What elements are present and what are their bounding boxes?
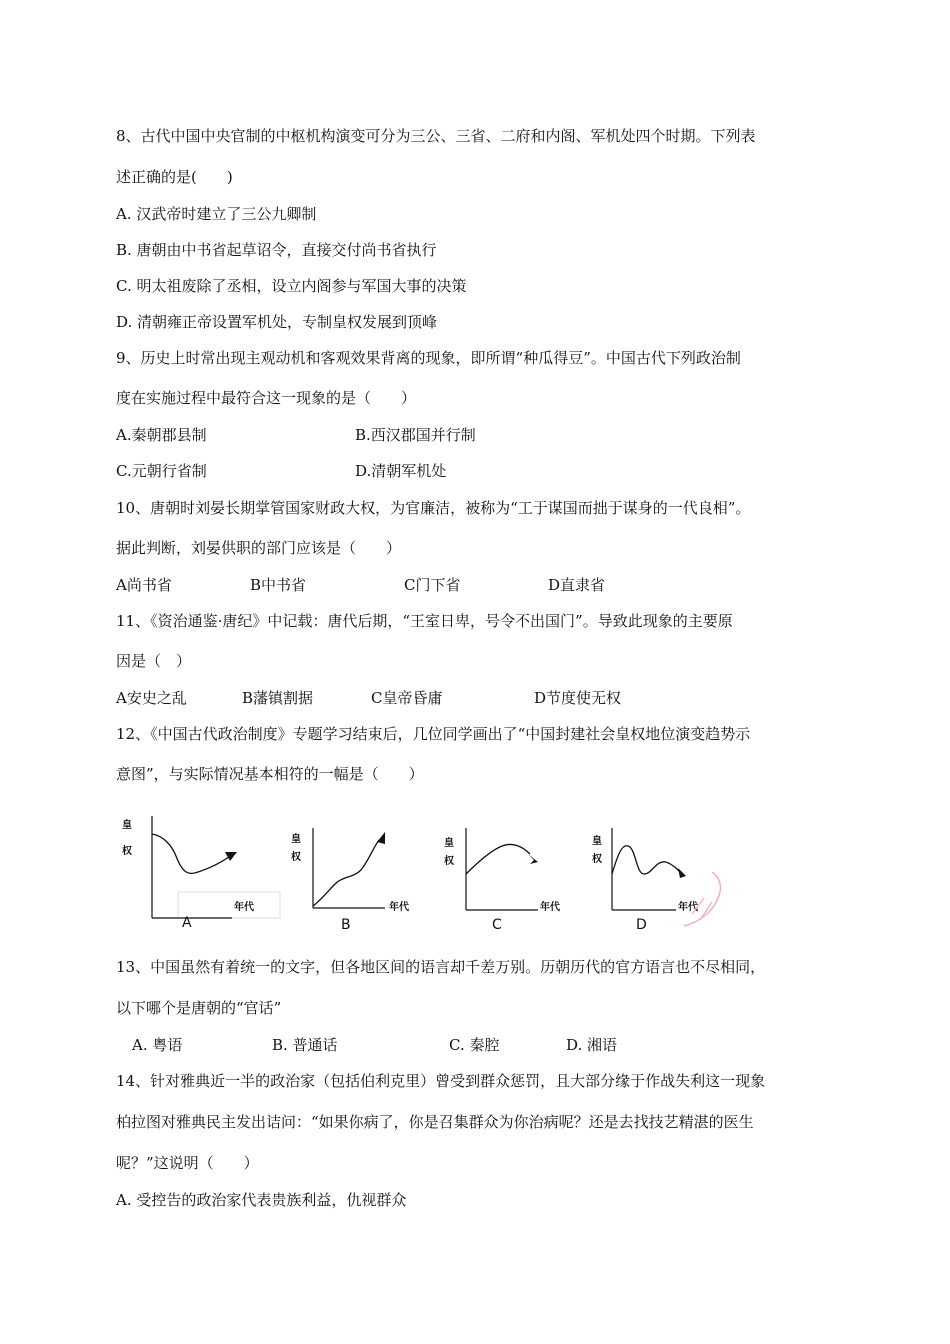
figure-c-y-label-1: 皇 [444, 838, 454, 849]
figure-b-curve [313, 840, 379, 906]
q9-option-b: B.西汉郡国并行制 [355, 426, 476, 444]
q8-stem-line1: 8、古代中国中央官制的中枢机构演变可分为三公、三省、二府和内阁、军机处四个时期。下列表 [116, 127, 756, 145]
q11-option-c: C皇帝昏庸 [371, 689, 443, 707]
trend-figure-d [588, 814, 738, 934]
q10-option-c: C门下省 [404, 576, 461, 594]
figure-a-letter: A [182, 915, 192, 931]
figure-c-letter: C [492, 917, 502, 933]
figure-a-x-label: 年代 [234, 902, 254, 913]
q14-option-a: A. 受控告的政治家代表贵族利益，仇视群众 [116, 1191, 407, 1209]
q8-option-d: D. 清朝雍正帝设置军机处，专制皇权发展到顶峰 [116, 313, 438, 331]
figure-c-arrow-head [528, 854, 538, 864]
q10-stem-line1: 10、唐朝时刘晏长期掌管国家财政大权，为官廉洁，被称为“工于谋国而拙于谋身的一代良相”。 [116, 499, 751, 517]
q9-option-a: A.秦朝郡县制 [116, 426, 207, 444]
figure-a-curve [152, 834, 230, 873]
q11-stem-line2: 因是（ ） [116, 652, 192, 670]
trend-figure-b [285, 814, 435, 934]
figure-a-y-label-1: 皇 [122, 820, 132, 831]
q13-option-b: B. 普通话 [272, 1036, 338, 1054]
q8-option-a: A. 汉武帝时建立了三公九卿制 [116, 205, 317, 223]
q11-option-d: D节度使无权 [534, 689, 622, 707]
figure-c-curve [466, 844, 530, 874]
figure-a-y-label-2: 权 [122, 846, 132, 857]
q11-option-a: A安史之乱 [116, 689, 187, 707]
q9-stem-line2: 度在实施过程中最符合这一现象的是（ ） [116, 389, 417, 407]
figure-d-letter: D [636, 917, 647, 933]
q13-stem-line2: 以下哪个是唐朝的“官话” [116, 999, 282, 1017]
q14-stem-line2: 柏拉图对雅典民主发出诘问：“如果你病了，你是召集群众为你治病呢？还是去找技艺精湛的医生 [116, 1113, 754, 1131]
figure-a-arrow-head [225, 852, 237, 861]
q8-option-c: C. 明太祖废除了丞相，设立内阁参与军国大事的决策 [116, 277, 467, 295]
q14-stem-line3: 呢？”这说明（ ） [116, 1154, 259, 1172]
q11-option-b: B藩镇割据 [242, 689, 314, 707]
figure-d-y-label-1: 皇 [592, 836, 602, 847]
figure-d-x-label: 年代 [678, 902, 698, 913]
figure-c-y-label-2: 权 [444, 856, 454, 867]
q13-stem-line1: 13、中国虽然有着统一的文字，但各地区间的语言却千差万别。历朝历代的官方语言也不尽相同， [116, 958, 766, 976]
q13-option-d: D. 湘语 [566, 1036, 618, 1054]
trend-figure-c [440, 814, 590, 934]
q12-stem-line2: 意图”，与实际情况基本相符的一幅是（ ） [116, 765, 424, 783]
figure-d-y-label-2: 权 [592, 854, 602, 865]
red-watermark-stroke [684, 872, 721, 926]
q8-option-b: B. 唐朝由中书省起草诏令，直接交付尚书省执行 [116, 241, 437, 259]
q14-stem-line1: 14、针对雅典近一半的政治家（包括伯利克里）曾受到群众惩罚，且大部分缘于作战失利这一现象 [116, 1072, 766, 1090]
q8-stem-line2: 述正确的是( ) [116, 168, 233, 186]
figure-d-arrow-head [678, 868, 686, 878]
q12-stem-line1: 12、《中国古代政治制度》专题学习结束后，几位同学画出了“中国封建社会皇权地位演变趋势示 [116, 725, 751, 743]
q9-stem-line1: 9、历史上时常出现主观动机和客观效果背离的现象，即所谓“种瓜得豆”。中国古代下列政治制 [116, 349, 741, 367]
q11-stem-line1: 11、《资治通鉴·唐纪》中记载：唐代后期，“王室日卑，号令不出国门”。导致此现象的主要原 [116, 612, 733, 630]
figure-b-y-label-1: 皇 [291, 834, 301, 845]
q13-option-a: A. 粤语 [132, 1036, 183, 1054]
trend-figure-a [118, 814, 288, 934]
q10-stem-line2: 据此判断，刘晏供职的部门应该是（ ） [116, 539, 402, 557]
figure-b-x-label: 年代 [389, 902, 409, 913]
q13-option-c: C. 秦腔 [449, 1036, 500, 1054]
q10-option-b: B中书省 [250, 576, 307, 594]
q9-option-d: D.清朝军机处 [355, 462, 447, 480]
figure-b-y-label-2: 权 [291, 852, 301, 863]
figure-b-letter: B [341, 917, 351, 933]
q10-option-a: A尚书省 [116, 576, 172, 594]
figure-b-arrow-head [377, 832, 385, 844]
q10-option-d: D直隶省 [548, 576, 606, 594]
q9-option-c: C.元朝行省制 [116, 462, 207, 480]
figure-c-x-label: 年代 [540, 902, 560, 913]
figure-d-curve [612, 846, 680, 874]
